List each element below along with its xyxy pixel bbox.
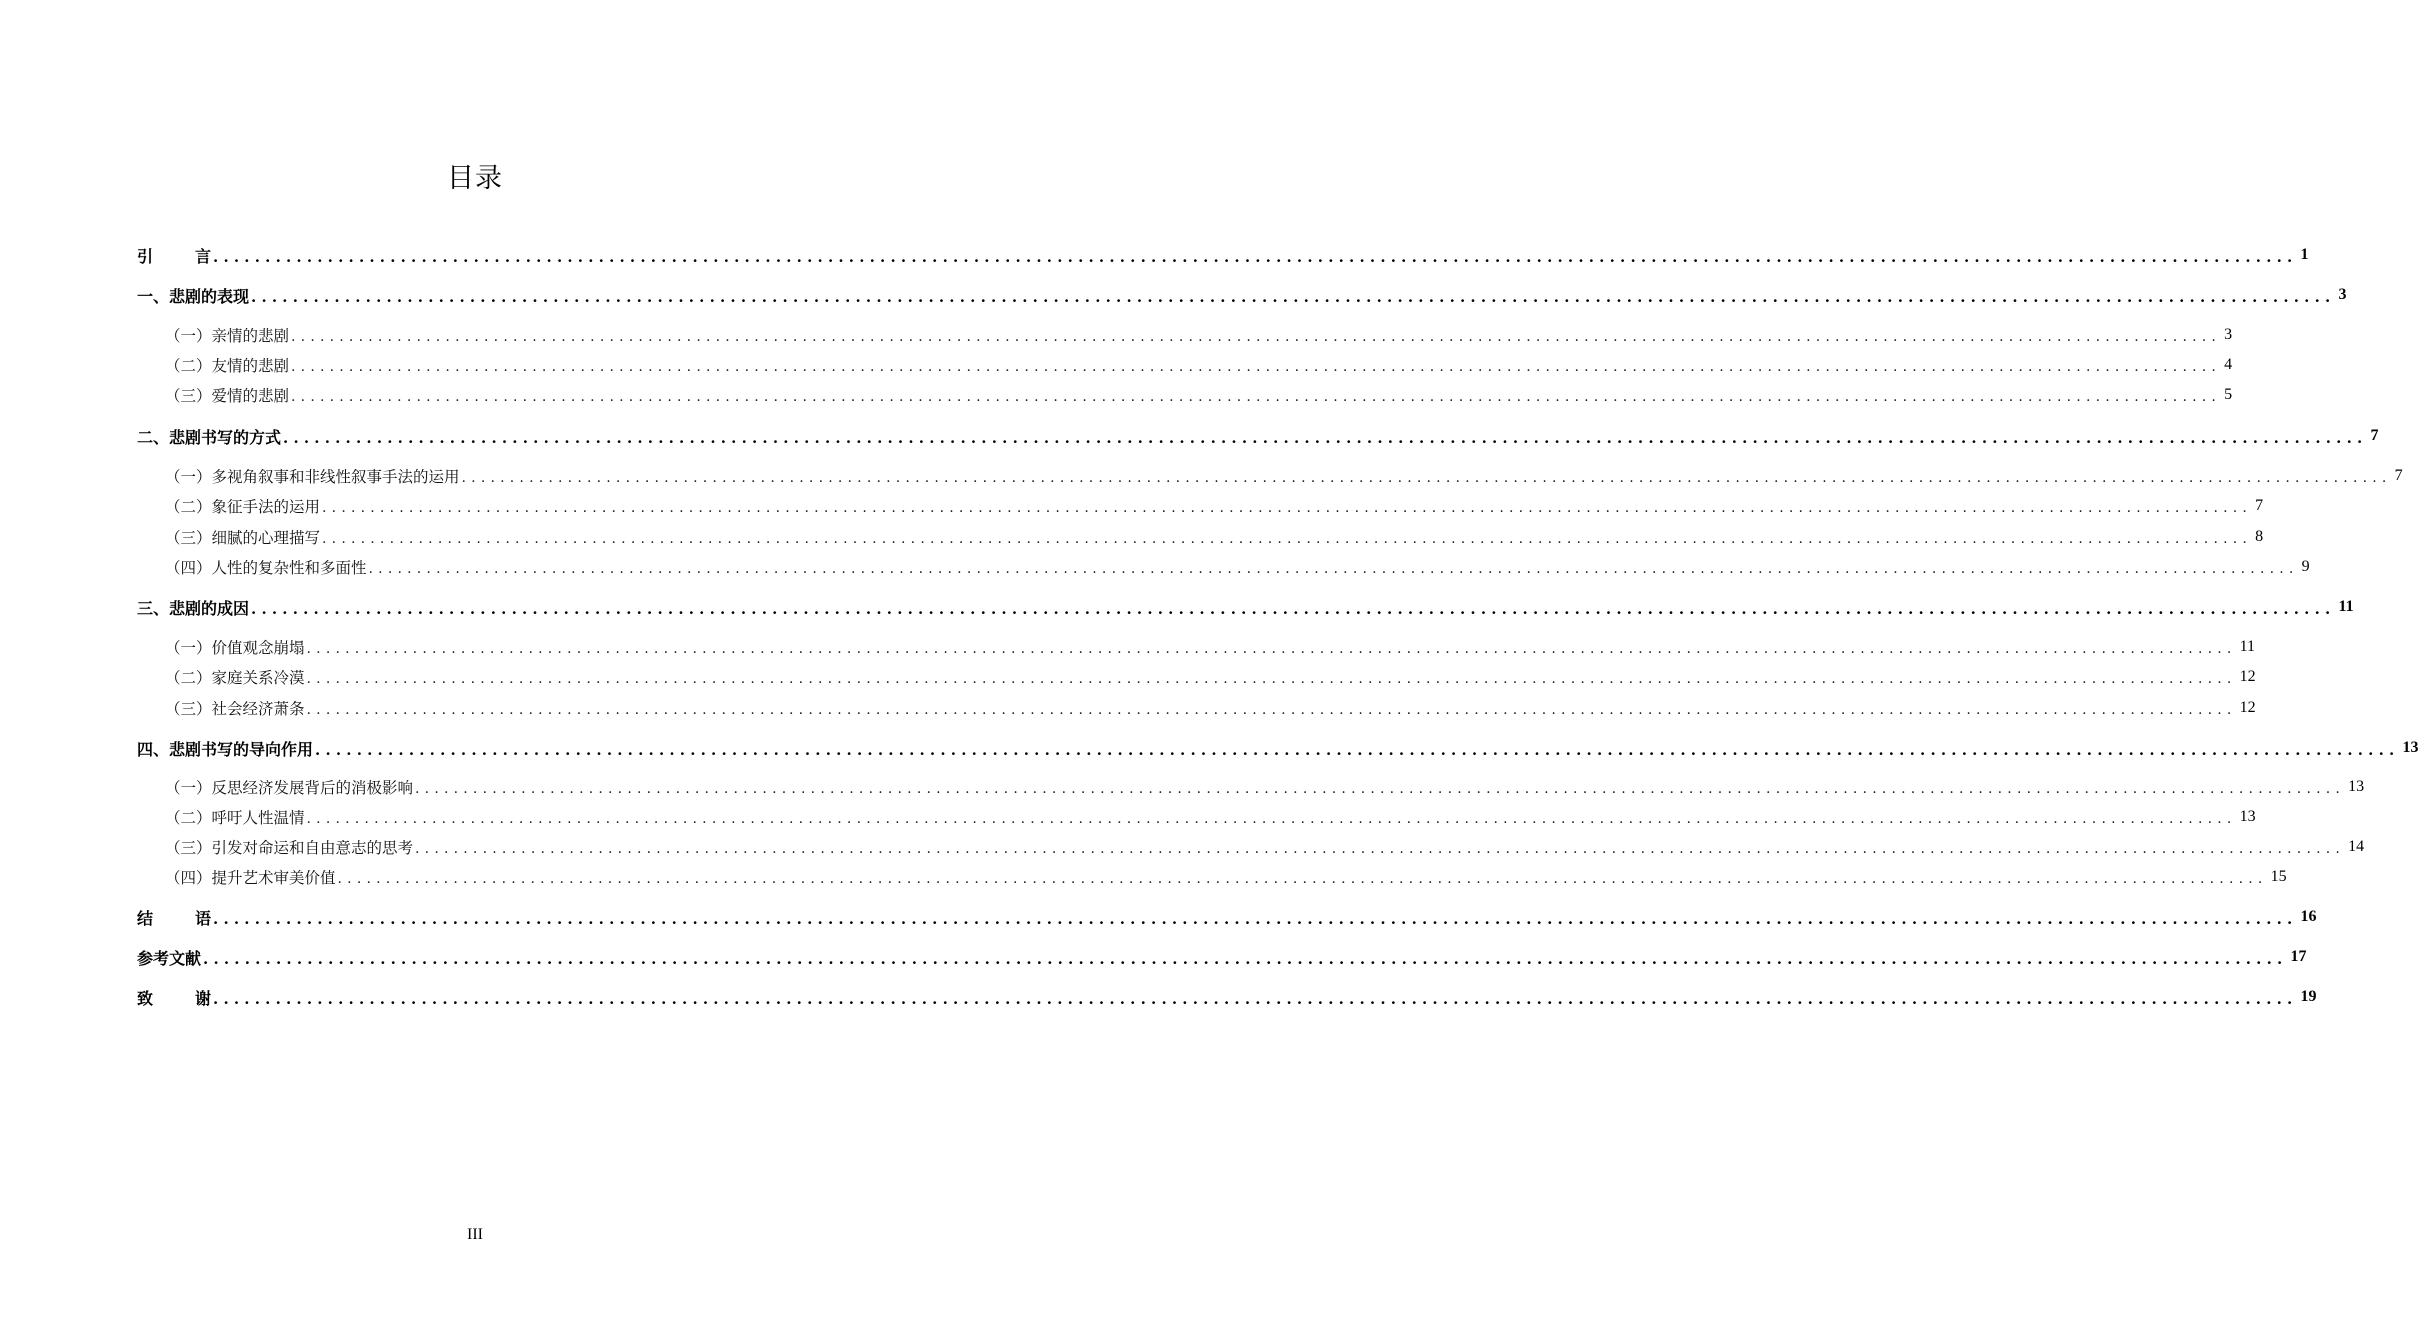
toc-section-entry[interactable] (165, 632, 2255, 662)
toc-leader-dots: ........................................................................................................................................................................................................ (291, 329, 2222, 345)
toc-chapter-entry[interactable] (137, 421, 2379, 451)
toc-entry-label: （三）爱情的悲剧 (165, 387, 290, 405)
toc-page-number: 5 (2224, 386, 2233, 403)
toc-leader-dots: ........................................................................................................................................................................................................ (368, 561, 2299, 577)
toc-page-number: 11 (2239, 638, 2255, 655)
toc-leader-dots: ........................................................................................................................................................................................................ (461, 470, 2392, 486)
toc-leader-dots: ........................................................................................................................................................................................................ (203, 950, 2288, 968)
toc-section-entry[interactable] (165, 380, 2233, 410)
toc-entry-label: （四）人性的复杂性和多面性 (165, 559, 367, 577)
toc-entry-label: （一）多视角叙事和非线性叙事手法的运用 (165, 468, 460, 486)
toc-entry-label: 一、悲剧的表现 (137, 286, 250, 306)
toc-leader-dots: ........................................................................................................................................................................................................ (213, 248, 2298, 266)
toc-page-number: 13 (2402, 739, 2418, 756)
toc-entry-label: （四）提升艺术审美价值 (165, 869, 336, 887)
toc-leader-dots: ........................................................................................................................................................................................................ (322, 500, 2253, 516)
toc-entry-label: 结语 (137, 908, 212, 928)
toc-entry-label: （一）亲情的悲剧 (165, 327, 290, 345)
toc-page-number: 14 (2348, 838, 2365, 855)
toc-leader-dots: ........................................................................................................................................................................................................ (315, 741, 2400, 759)
toc-entry-label: 三、悲剧的成因 (137, 598, 250, 618)
toc-page-number: 7 (2370, 427, 2379, 444)
toc-section-entry[interactable] (165, 491, 2264, 521)
toc-leader-dots: ........................................................................................................................................................................................................ (306, 702, 2237, 718)
toc-section-entry[interactable] (165, 693, 2256, 723)
toc-page-number: 3 (2338, 286, 2347, 303)
toc-leader-dots: ........................................................................................................................................................................................................ (213, 990, 2298, 1008)
toc-entry-label: （二）友情的悲剧 (165, 357, 290, 375)
toc-chapter-entry[interactable] (137, 733, 2418, 763)
toc-chapter-entry[interactable] (137, 240, 2309, 270)
toc-leader-dots: ........................................................................................................................................................................................................ (291, 389, 2222, 405)
toc-section-entry[interactable] (165, 802, 2256, 832)
toc-entry-label: （二）呼吁人性温情 (165, 809, 305, 827)
toc-chapter-entry[interactable] (137, 982, 2317, 1012)
toc-title: 目录 (447, 163, 503, 194)
toc-page-number: 7 (2394, 467, 2403, 484)
toc-page-number: 17 (2290, 948, 2307, 965)
toc-section-entry[interactable] (165, 350, 2233, 380)
toc-leader-dots: ........................................................................................................................................................................................................ (251, 600, 2336, 618)
toc-entry-label: （一）反思经济发展背后的消极影响 (165, 779, 414, 797)
toc-section-entry[interactable] (165, 832, 2365, 862)
toc-entry-label: 致谢 (137, 988, 212, 1008)
page-number: III (467, 1226, 483, 1243)
toc-section-entry[interactable] (165, 522, 2264, 552)
toc-section-entry[interactable] (165, 552, 2310, 582)
toc-entry-label: （二）象征手法的运用 (165, 498, 321, 516)
toc-section-entry[interactable] (165, 320, 2233, 350)
toc-entry-label: 引言 (137, 246, 212, 266)
toc-leader-dots: ........................................................................................................................................................................................................ (306, 641, 2237, 657)
toc-page-number: 12 (2239, 668, 2256, 685)
toc-page-number: 13 (2239, 808, 2256, 825)
toc-entry-label: （二）家庭关系冷漠 (165, 669, 305, 687)
toc-leader-dots: ........................................................................................................................................................................................................ (306, 811, 2237, 827)
toc-page-number: 4 (2224, 356, 2233, 373)
toc-leader-dots: ........................................................................................................................................................................................................ (415, 781, 2346, 797)
toc-page-number: 11 (2338, 598, 2354, 615)
toc-leader-dots: ........................................................................................................................................................................................................ (251, 288, 2336, 306)
toc-leader-dots: ........................................................................................................................................................................................................ (337, 871, 2268, 887)
toc-entry-label: （三）社会经济萧条 (165, 700, 305, 718)
toc-entry-label: （一）价值观念崩塌 (165, 639, 305, 657)
toc-leader-dots: ........................................................................................................................................................................................................ (322, 531, 2253, 547)
toc-section-entry[interactable] (165, 772, 2365, 802)
toc-leader-dots: ........................................................................................................................................................................................................ (213, 910, 2298, 928)
toc-leader-dots: ........................................................................................................................................................................................................ (415, 841, 2346, 857)
toc-page-number: 9 (2301, 558, 2310, 575)
toc-entry-label: （三）细腻的心理描写 (165, 529, 321, 547)
toc-page-number: 12 (2239, 699, 2256, 716)
toc-section-entry[interactable] (165, 662, 2256, 692)
toc-chapter-entry[interactable] (137, 942, 2307, 972)
toc-page-number: 8 (2255, 528, 2264, 545)
toc-page-number: 1 (2300, 246, 2309, 263)
toc-page-number: 19 (2300, 988, 2317, 1005)
toc-chapter-entry[interactable] (137, 592, 2354, 622)
toc-leader-dots: ........................................................................................................................................................................................................ (283, 429, 2368, 447)
toc-entry-label: 参考文献 (137, 948, 202, 968)
toc-section-entry[interactable] (165, 862, 2287, 892)
toc-chapter-entry[interactable] (137, 902, 2317, 932)
toc-page-number: 7 (2255, 497, 2264, 514)
toc-page-number: 16 (2300, 908, 2317, 925)
toc-entry-label: （三）引发对命运和自由意志的思考 (165, 839, 414, 857)
toc-page-number: 15 (2270, 868, 2287, 885)
toc-entry-label: 二、悲剧书写的方式 (137, 427, 282, 447)
toc-leader-dots: ........................................................................................................................................................................................................ (306, 671, 2237, 687)
toc-page-number: 13 (2348, 778, 2365, 795)
toc-page-number: 3 (2224, 326, 2233, 343)
toc-entry-label: 四、悲剧书写的导向作用 (137, 739, 314, 759)
toc-chapter-entry[interactable] (137, 280, 2347, 310)
toc-leader-dots: ........................................................................................................................................................................................................ (291, 359, 2222, 375)
toc-section-entry[interactable] (165, 461, 2403, 491)
